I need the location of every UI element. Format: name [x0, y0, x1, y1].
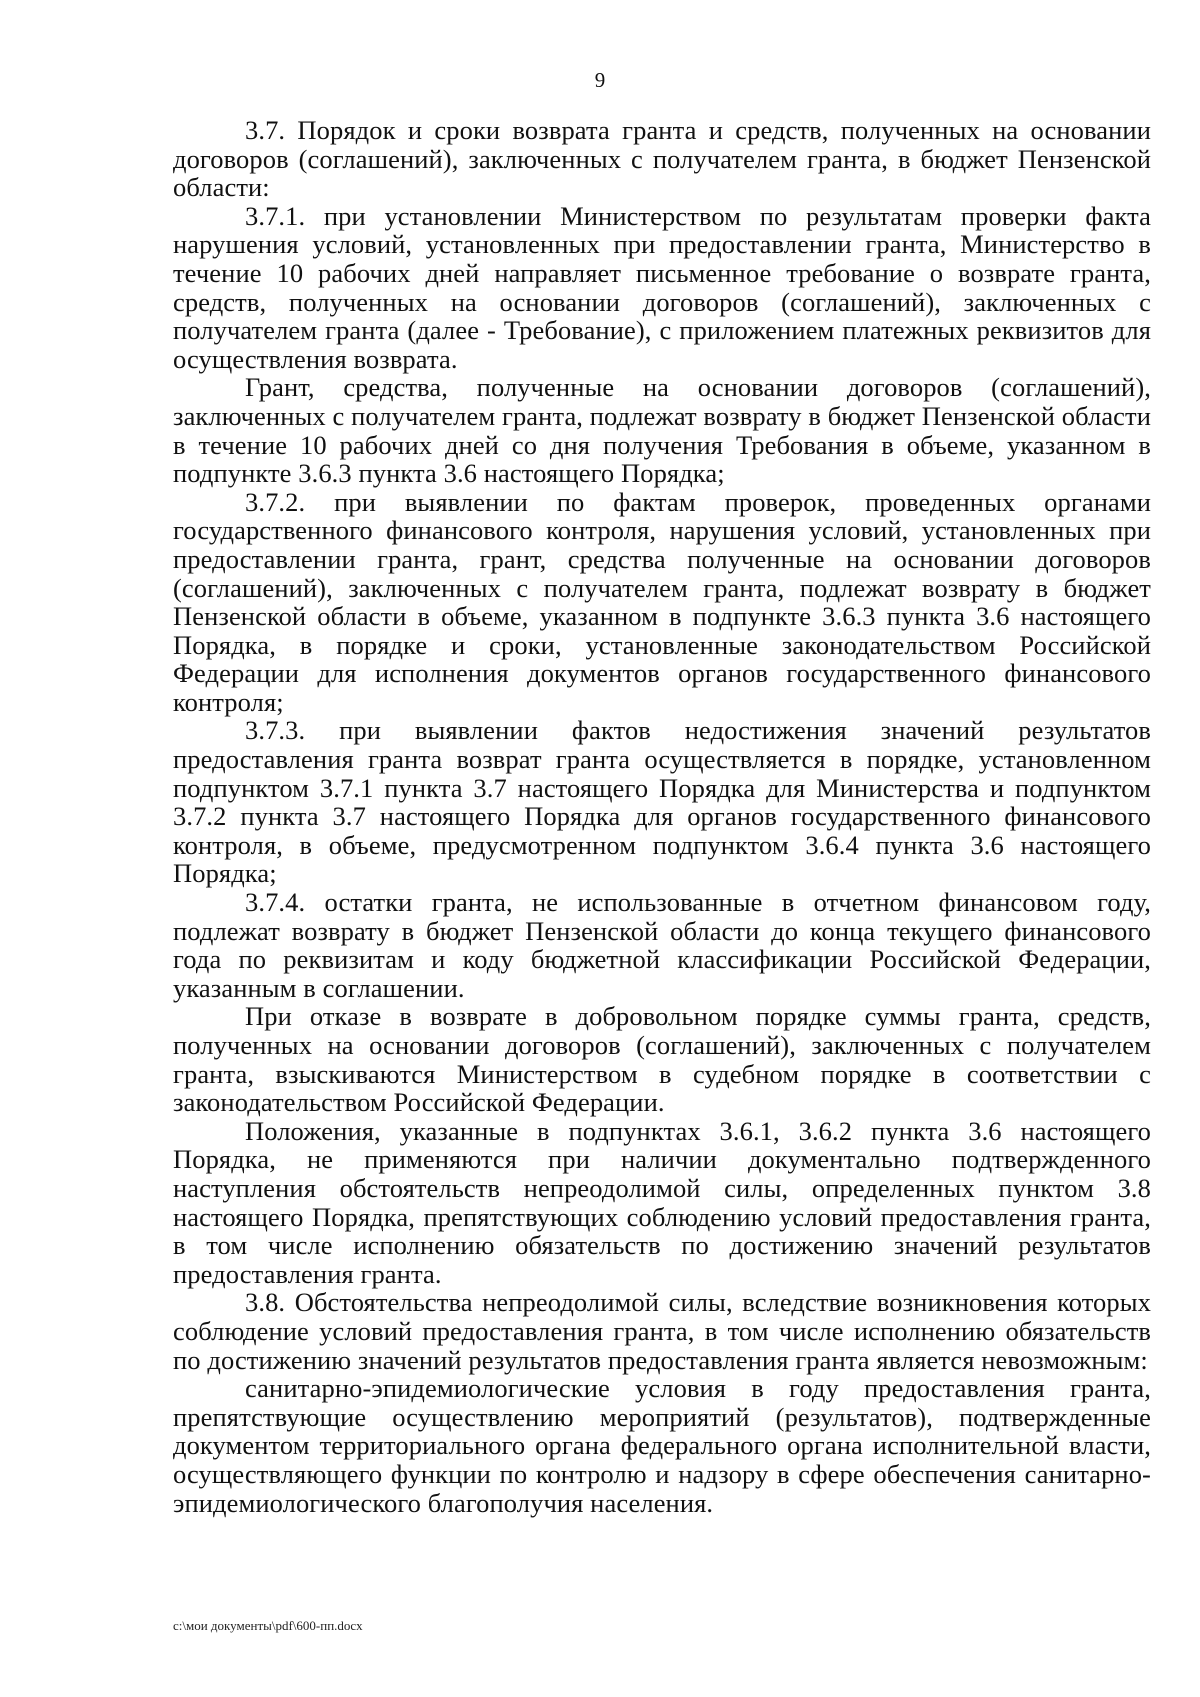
paragraph-3-7-4: 3.7.4. остатки гранта, не использованные в отчетном финансовом году, подлежат возврату в бюджет Пензенской области до конца текущего финансового года по реквизитам и коду бюджетной классификации Российской Федерации, указанным в соглашении.: [173, 887, 1151, 1003]
paragraph-sanitary: санитарно-эпидемиологические условия в году предоставления гранта, препятствующие осуществлению мероприятий (результатов), подтвержденные документом территориального органа федерального органа исполнительной власти, осуществляющего функции по контролю и надзору в сфере обеспечения санитарно-эпидемиологического благополучия населения.: [173, 1373, 1151, 1518]
document-body: [173, 116, 1151, 1517]
paragraph-grant-return: Грант, средства, полученные на основании договоров (соглашений), заключенных с получателем гранта, подлежат возврату в бюджет Пензенской области в течение 10 рабочих дней со дня получения Требования в объеме, указанном в подпункте 3.6.3 пункта 3.6 настоящего Порядка;: [173, 372, 1151, 489]
paragraph-refusal: При отказе в возврате в добровольном порядке суммы гранта, средств, полученных на основании договоров (соглашений), заключенных с получателем гранта, взыскиваются Министерством в судебном порядке в соответствии с законодательством Российской Федерации.: [173, 1001, 1151, 1118]
paragraph-provisions: Положения, указанные в подпунктах 3.6.1, 3.6.2 пункта 3.6 настоящего Порядка, не применяются при наличии документально подтвержденного наступления обстоятельств непреодолимой силы, определенных пунктом 3.8 настоящего Порядка, препятствующих соблюдению условий предоставления гранта, в том числе исполнению обязательств по достижению значений результатов предоставления гранта.: [173, 1115, 1151, 1289]
paragraph-3-8: 3.8. Обстоятельства непреодолимой силы, вследствие возникновения которых соблюдение условий предоставления гранта, в том числе исполнению обязательств по достижению значений результатов предоставления гранта является невозможным:: [173, 1287, 1151, 1375]
paragraph-3-7-3: 3.7.3. при выявлении фактов недостижения значений результатов предоставления гранта возврат гранта осуществляется в порядке, установленном подпунктом 3.7.1 пункта 3.7 настоящего Порядка для Министерства и подпунктом 3.7.2 пункта 3.7 настоящего Порядка для органов государственного финансового контроля, в объеме, предусмотренном подпунктом 3.6.4 пункта 3.6 настоящего Порядка;: [173, 715, 1151, 889]
paragraph-3-7-2: 3.7.2. при выявлении по фактам проверок, проведенных органами государственного финансового контроля, нарушения условий, установленных при предоставлении гранта, грант, средства полученные на основании договоров (соглашений), заключенных с получателем гранта, подлежат возврату в бюджет Пензенской области в объеме, указанном в подпункте 3.6.3 пункта 3.6 настоящего Порядка, в порядке и сроки, установленные законодательством Российской Федерации для исполнения документов органов государственного финансового контроля;: [173, 486, 1151, 717]
page-number: 9: [594, 68, 606, 92]
paragraph-3-7-1: 3.7.1. при установлении Министерством по результатам проверки факта нарушения условий, установленных при предоставлении гранта, Министерство в течение 10 рабочих дней направляет письменное требование о возврате гранта, средств, полученных на основании договоров (соглашений), заключенных с получателем гранта (далее - Требование), с приложением платежных реквизитов для осуществления возврата.: [173, 200, 1151, 374]
paragraph-3-7: 3.7. Порядок и сроки возврата гранта и средств, полученных на основании договоров (соглашений), заключенных с получателем гранта, в бюджет Пензенской области:: [173, 115, 1151, 203]
footer-file-path: c:\мои документы\pdf\600-пп.docx: [173, 1618, 363, 1633]
